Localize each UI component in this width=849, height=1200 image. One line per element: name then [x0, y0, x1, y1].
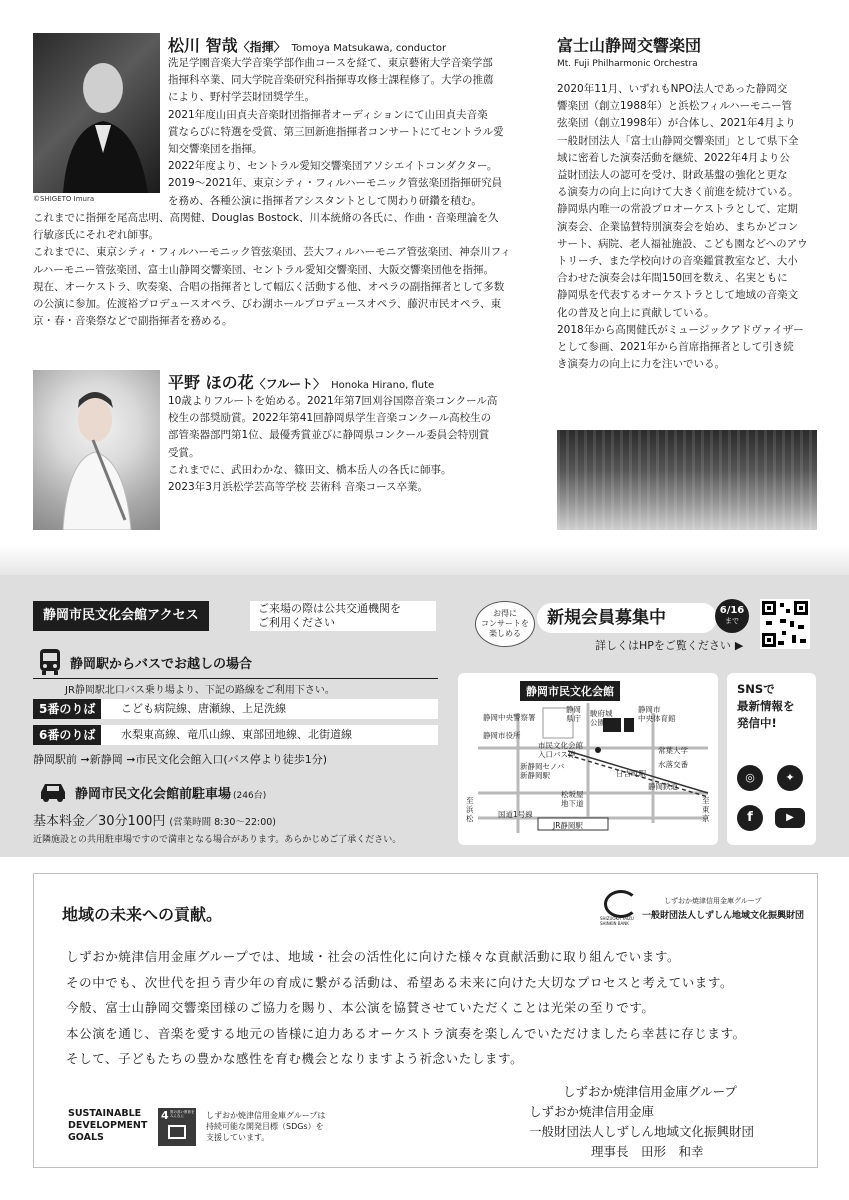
fee-line [33, 810, 276, 829]
map-label-gym: 静岡市 中央体育館 [638, 705, 676, 723]
bio-line: 弦楽団（創立1998年）が合体し、2021年4月より [557, 117, 796, 130]
bio-line: 2021年度山田貞夫音楽財団指揮者オーディションにて山田貞夫音楽 [168, 108, 488, 121]
bio-line: として参画、2021年から首席指揮者として引き続 [557, 341, 794, 354]
membership-date-sub: まで [725, 617, 739, 625]
parking-note: 近隣施設との共用駐車場ですので満車となる場合があります。あらかじめご了承ください。 [33, 835, 402, 845]
bio-line: 現在、オーケストラ、吹奏楽、合唱の指揮者として幅広く活動する他、オペラの副指揮者として多数 [33, 280, 505, 293]
membership-link-text: 詳しくはHPをご覧ください [595, 639, 731, 652]
orchestra-bio [557, 81, 822, 373]
bio-line: サート、病院、老人福祉施設、こども園などへのアウ [557, 237, 808, 250]
bio-line: これまでに、東京シティ・フィルハーモニック管弦楽団、芸大フィルハーモニア管弦楽団、神奈川フィ [33, 246, 511, 259]
bio-line: 2020年11月、いずれもNPO法人であった静岡交 [557, 83, 788, 95]
flutist-name-line [168, 370, 434, 393]
bio-line: 京・春・音楽祭などで副指揮者を務める。 [33, 315, 233, 328]
sns-text: SNSで 最新情報を 発信中! [737, 682, 795, 730]
stop6-label: 6番のりば [33, 725, 101, 745]
bio-line: トリーチ、また学校向けの音楽鑑賞教室など、大小 [557, 255, 798, 268]
conductor-name-line [168, 33, 446, 56]
map-label-to-tokyo: 至 東 京 [702, 796, 710, 823]
conductor-bio-full [33, 210, 543, 330]
access-map [458, 673, 718, 845]
access-note: ご来場の際は公共交通機関を ご利用ください [258, 602, 401, 629]
membership-bubble [475, 601, 535, 647]
access-note-box [250, 601, 436, 631]
parking-count: (246台) [233, 791, 267, 801]
stop5-label: 5番のりば [33, 699, 101, 719]
map-label-matsuzakaya: 松坂屋 地下道 [561, 790, 584, 808]
bus-note: JR静岡駅北口バス乗り場より、下記の路線をご利用下さい。 [65, 685, 335, 696]
membership-date: 6/16 [719, 605, 745, 616]
message-body [66, 944, 806, 1072]
foundation-logo-small: しずおか焼津信用金庫グループ [664, 897, 762, 905]
qr-code-icon [762, 601, 808, 647]
bio-line: これまでに指揮を尾高忠明、高関健、Douglas Bostock、川本統脩の各氏に、作曲・音楽理論を久 [33, 212, 499, 224]
access-section [0, 575, 849, 857]
map-label-route1: 国道1号線 [498, 810, 533, 819]
foundation-logo [600, 888, 805, 926]
conductor-role: 〈指揮〉 [237, 40, 286, 54]
parking-title: 静岡市民文化会館前駐車場 [75, 787, 232, 802]
twitter-icon[interactable]: ✦ [777, 765, 803, 791]
bio-line: 受賞。 [168, 446, 200, 459]
bio-line: 賞ならびに特選を受賞、第三回新進指揮者コンサートにてセントラル愛 [168, 125, 504, 138]
signature-line: 理事長 田形 和幸 [591, 1144, 704, 1159]
bio-line: 2022年度より、セントラル愛知交響楽団アソシエイトコンダクター。 [168, 160, 498, 173]
bio-line: により、野村学芸財団奨学生。 [168, 91, 315, 104]
bio-line: 知交響楽団を指揮。 [168, 143, 263, 156]
membership-link[interactable] [595, 637, 743, 653]
bio-line: 合わせた演奏会は年間150回を数え、名実ともに [557, 272, 788, 285]
map-label-suiraku: 水落交番 [658, 760, 688, 769]
signature-line: 一般財団法人しずしん地域文化振興財団 [529, 1124, 755, 1139]
bus-underline [33, 678, 438, 679]
conductor-name: 松川 智哉 [168, 36, 238, 55]
stop6-routes: 水梨東高線、竜爪山線、東部団地線、北街道線 [121, 728, 352, 741]
membership-title: 新規会員募集中 [547, 608, 666, 628]
conductor-role-en: Tomoya Matsukawa, conductor [291, 43, 447, 54]
arrow-right-icon: ▶ [734, 639, 744, 652]
photo-credit: ©SHIGETO Imura [33, 195, 95, 203]
signature-line: しずおか焼津信用金庫 [529, 1104, 655, 1119]
map-label-railway: 静岡鉄道 [648, 782, 678, 791]
orchestra-name-en: Mt. Fuji Philharmonic Orchestra [557, 59, 698, 69]
message-line: その中でも、次世代を担う青少年の育成に繋がる活動は、希望ある未来に向けた大切なプロセスと考えています。 [66, 974, 734, 990]
message-line: 今般、富士山静岡交響楽団様のご協力を賜り、本公演を協賛させていただくことは光栄の至りです。 [66, 1000, 655, 1015]
bio-line: 静岡県内唯一の常設プロオーケストラとして、定期 [557, 203, 798, 216]
qr-code[interactable] [760, 599, 810, 649]
map-label-to-hamamatsu: 至 浜 松 [466, 796, 474, 823]
foundation-logo-mark-text: SHIZUOKA YAIZU SHINKIN BANK [600, 916, 634, 926]
section-divider [0, 545, 849, 575]
bio-line: 演奏会、企業協賛特別演奏会を始め、まちかどコン [557, 220, 799, 233]
conductor-bio-right [168, 55, 538, 210]
bio-line: 洗足学園音楽大学音楽学部作曲コースを経て、東京藝術大学音楽学部 [168, 57, 493, 69]
bio-line: ルハーモニー管弦楽団、富士山静岡交響楽団、セントラル愛知交響楽団、大阪交響楽団他を指揮。 [33, 263, 494, 276]
flutist-role-en: Honoka Hirano, flute [331, 380, 435, 391]
stop5-routes: こども病院線、唐瀬線、上足洗線 [121, 702, 286, 715]
flutist-role: 〈フルート〉 [253, 377, 326, 391]
map-label-hiyoshi: 日吉町駅 [616, 769, 646, 778]
bio-line: 2023年3月浜松学芸高等学校 芸術科 音楽コース卒業。 [168, 481, 429, 494]
membership-date-badge [715, 599, 749, 633]
bio-line: を務め、各種公演に指揮者アシスタントとして関わり研鑽を積む。 [168, 194, 482, 207]
map-label-jr: JR静岡駅 [553, 821, 583, 830]
parking-fee: 基本料金／30分100円 [33, 814, 166, 829]
parking-hours: (営業時間 8:30～22:00) [169, 817, 277, 828]
conductor-photo [33, 33, 160, 193]
map-label-police: 静岡中央警察署 [483, 713, 536, 722]
bio-line: 10歳よりフルートを始める。2021年第7回刈谷国際音楽コンクール高 [168, 395, 498, 407]
bio-line: 校生の部奨励賞。2022年第41回静岡県学生音楽コンクール高校生の [168, 412, 492, 425]
message-line: 本公演を通じ、音楽を愛する地元の皆様に迫力あるオーケストラ演奏を楽しんでいただけましたら幸甚に存じます。 [66, 1025, 746, 1041]
conductor-silhouette [33, 33, 160, 193]
sns-box [727, 673, 816, 845]
map-title: 静岡市民文化会館 [520, 681, 620, 701]
instagram-icon[interactable]: ◎ [737, 765, 763, 791]
map-label-pref: 静岡 県庁 [566, 705, 581, 723]
bio-line: 指揮科卒業、同大学院音楽研究科指揮専攻修士課程修了。大学の推薦 [168, 74, 494, 87]
message-box [33, 873, 818, 1168]
bio-line: これまでに、武田わかな、篠田文、橋本岳人の各氏に師事。 [168, 463, 452, 476]
route-line: 静岡駅前 ➞新静岡 ➞市民文化会館入口(バス停より徒歩1分) [33, 753, 328, 766]
membership-title-box [537, 603, 717, 633]
flutist-photo [33, 370, 160, 530]
membership-bubble-text: お得に コンサートを 楽しめる [481, 609, 529, 638]
foundation-logo-main: 一般財団法人しずしん地域文化振興財団 [642, 911, 805, 921]
map-label-shinshizuoka: 新静岡セノバ 新静岡駅 [520, 762, 565, 780]
bio-line: 化の普及と向上に貢献している。 [557, 306, 715, 319]
bio-line: き演奏力の向上に力を注いでいる。 [557, 358, 725, 371]
parking-title-line [75, 783, 266, 802]
message-line: しずおか焼津信用金庫グループでは、地域・社会の活性化に向けた様々な貢献活動に取り組んでいます。 [66, 949, 681, 964]
bio-line: 2018年から高関健氏がミュージックアドヴァイザー [557, 323, 804, 336]
book-icon [168, 1125, 186, 1139]
car-icon [38, 780, 68, 802]
bio-line: 2019～2021年、東京シティ・フィルハーモニック管弦楽団指揮研究員 [168, 177, 503, 190]
bio-line: 域に密着した演奏活動を継続、2022年4月より公 [557, 151, 790, 164]
orchestra-name: 富士山静岡交響楽団 [557, 36, 702, 55]
stop6-row [33, 725, 438, 745]
map-label-sunpu: 駿府城 公園 [590, 709, 613, 727]
bio-line: 部管楽器部門第1位、最優秀賞並びに静岡県コンクール委員会特別賞 [168, 429, 490, 442]
signature-block [529, 1082, 754, 1162]
sdgs-note: しずおか焼津信用金庫グループは 持続可能な開発目標（SDGs）を 支援しています。 [206, 1111, 326, 1142]
bus-title: 静岡駅からバスでお越しの場合 [70, 657, 253, 672]
map-label-cityhall: 静岡市役所 [483, 731, 521, 740]
bio-line: 益財団法人の認可を受け、財政基盤の強化と更な [557, 169, 788, 182]
bio-line: 一般財団法人「富士山静岡交響楽団」として県下全 [557, 134, 799, 147]
sdg4-text: 質の高い教育を みんなに [170, 1110, 195, 1118]
facebook-icon[interactable]: f [737, 805, 763, 831]
bus-icon [38, 648, 62, 676]
sdg4-num: 4 [161, 1109, 169, 1122]
orchestra-photo [557, 430, 817, 530]
signature-line: しずおか焼津信用金庫グループ [563, 1084, 738, 1099]
bio-line: 響楽団（創立1988年）と浜松フィルハーモニー管 [557, 100, 793, 113]
message-heading: 地域の未来への貢献。 [62, 905, 223, 924]
foundation-logo-mark [604, 890, 638, 918]
bio-line: 静岡県を代表するオーケストラとして地域の音楽文 [557, 289, 799, 302]
flutist-silhouette [33, 370, 160, 530]
flutist-name: 平野 ほの花 [168, 373, 254, 392]
bio-line: 行敏彦氏にそれぞれ師事。 [33, 229, 159, 242]
sdgs-logo: SUSTAINABLE DEVELOPMENT GOALS [68, 1108, 148, 1143]
membership-banner [475, 597, 815, 659]
access-title: 静岡市民文化会館アクセス [33, 601, 209, 631]
stop5-row [33, 699, 438, 719]
bio-line: る演奏力の向上に向けて大きく前進を続けている。 [557, 186, 799, 199]
message-line: そして、子どもたちの豊かな感性を育む機会となりますよう祈念いたします。 [66, 1051, 524, 1066]
flutist-bio [168, 393, 538, 496]
map-label-tokiwa: 常葉大学 [658, 746, 688, 755]
sdg4-tile [158, 1108, 196, 1146]
youtube-icon[interactable]: ▶ [775, 808, 805, 828]
bio-line: の公演に参加。佐渡裕プロデュースオペラ、びわ湖ホールプロデュースオペラ、藤沢市民オペラ、東 [33, 298, 502, 311]
map-label-hall: 市民文化会館 入口バス停 [538, 741, 583, 759]
